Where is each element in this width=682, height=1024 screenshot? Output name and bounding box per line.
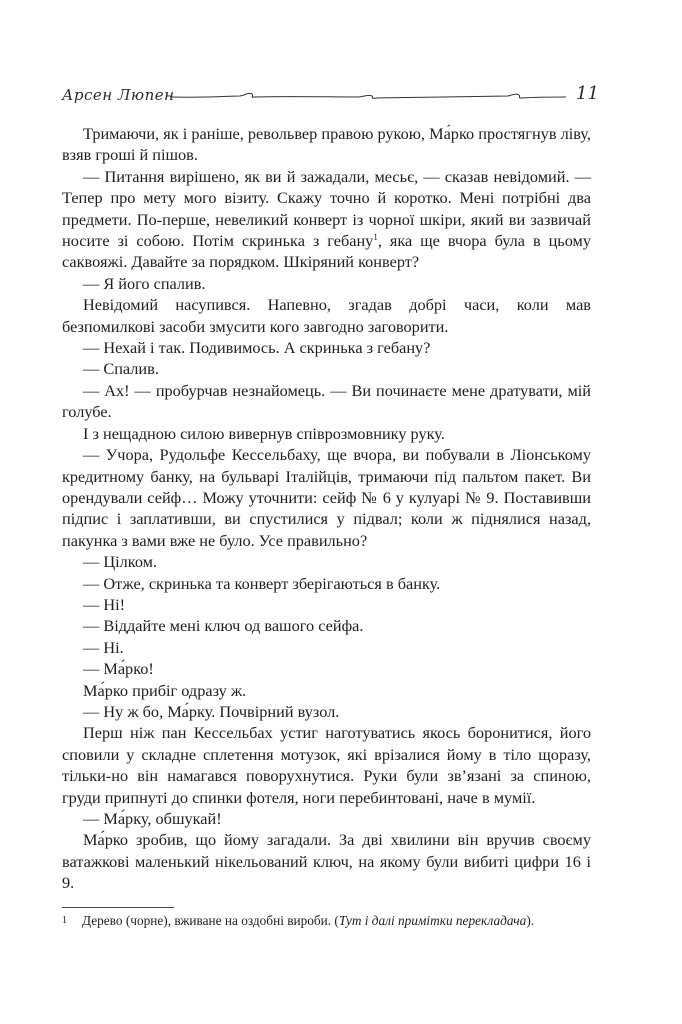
footnote <box>62 912 602 930</box>
footnote-close: ). <box>526 913 535 928</box>
running-head <box>62 83 622 116</box>
page-number: 11 <box>576 83 599 104</box>
paragraph: — Отже, скринька та конверт зберігаються в банку. <box>83 573 441 593</box>
footnote-marker: 1 <box>62 915 67 926</box>
footnote-italic-note: Тут і далі примітки перекладача <box>338 913 527 928</box>
paragraph: — Нехай і так. Подивимось. А скринька з гебану? <box>83 338 431 358</box>
paragraph: — Ну ж бо, Ма́рку. Почвірний вузол. <box>83 701 340 721</box>
ornamental-rule <box>168 88 568 104</box>
running-title: Арсен Люпен <box>62 86 175 104</box>
paragraph: Ма́рко зробив, що йому загадали. За дві хвилини він вручив своєму ватажкові маленький нікельований ключ, на якому були вибиті цифри 16 і 9. <box>62 830 591 893</box>
paragraph: — Питання вирішено, як ви й зажадали, месьє, — сказав невідомий. — Тепер про мету мого візиту. Скажу точно й коротко. Мені потрібні два предмети. По-перше, невеликий конверт із чорної шкіри, який ви зазвичай носите зі собою. Потім скринька з гебану$^1$, яка ще вчора була в цьому саквояжі. Давайте за порядком. Шкіряний конверт? <box>62 166 591 272</box>
paragraph: Перш ніж пан Кессельбах устиг наготуватись якось боронитися, його сповили у складне сплетення мотузок, які врізалися йому в тіло щоразу, тільки-но він намагався поворухнутися. Руки були зв’язані за спиною, груди припнуті до спинки фотеля, ноги перебинтовані, наче в мумії. <box>62 723 591 807</box>
paragraph: Тримаючи, як і раніше, револьвер правою рукою, Ма́рко простягнув ліву, взяв гроші й пішов. <box>62 124 591 165</box>
paragraph: — Учора, Рудольфе Кессельбаху, ще вчора, ви побували в Ліонському кредитному банку, на бульварі Італійців, тримаючи під пальтом пакет. Ви орендували сейф… Можу уточнити: сейф № 6 у кулуарі № 9. Поставивши підпис і заплативши, ви спустилися у підвал; коли ж піднялися назад, пакунка з вами вже не було. Усе правильно? <box>62 445 591 550</box>
paragraph: — Спалив. <box>83 359 159 379</box>
paragraph: — Я його спалив. <box>83 273 206 293</box>
paragraph: Невідомий насупився. Напевно, згадав добрі часи, коли мав безпомилкові засоби змусити кого завгодно заговорити. <box>62 295 591 336</box>
paragraph: І з нещадною силою вивернув співрозмовнику руку. <box>83 423 445 443</box>
paragraph: — Ах! — пробурчав незнайомець. — Ви починаєте мене дратувати, мій голубе. <box>62 380 591 422</box>
paragraph: — Цілком. <box>83 552 158 572</box>
footnote-text: Дерево (чорне), вживане на оздобні вироби. ( <box>82 913 339 928</box>
paragraph: Ма́рко прибіг одразу ж. <box>83 680 247 700</box>
footnote-reference: 1 <box>373 232 378 243</box>
paragraph: — Віддайте мені ключ од вашого сейфа. <box>83 616 364 636</box>
body-text <box>62 123 591 894</box>
paragraph: — Ні. <box>83 637 124 657</box>
paragraph: — Ні! <box>83 594 126 614</box>
paragraph: — Ма́рко! <box>83 659 154 679</box>
footnote-separator <box>62 907 174 908</box>
paragraph: — Ма́рку, обшукай! <box>83 809 222 828</box>
